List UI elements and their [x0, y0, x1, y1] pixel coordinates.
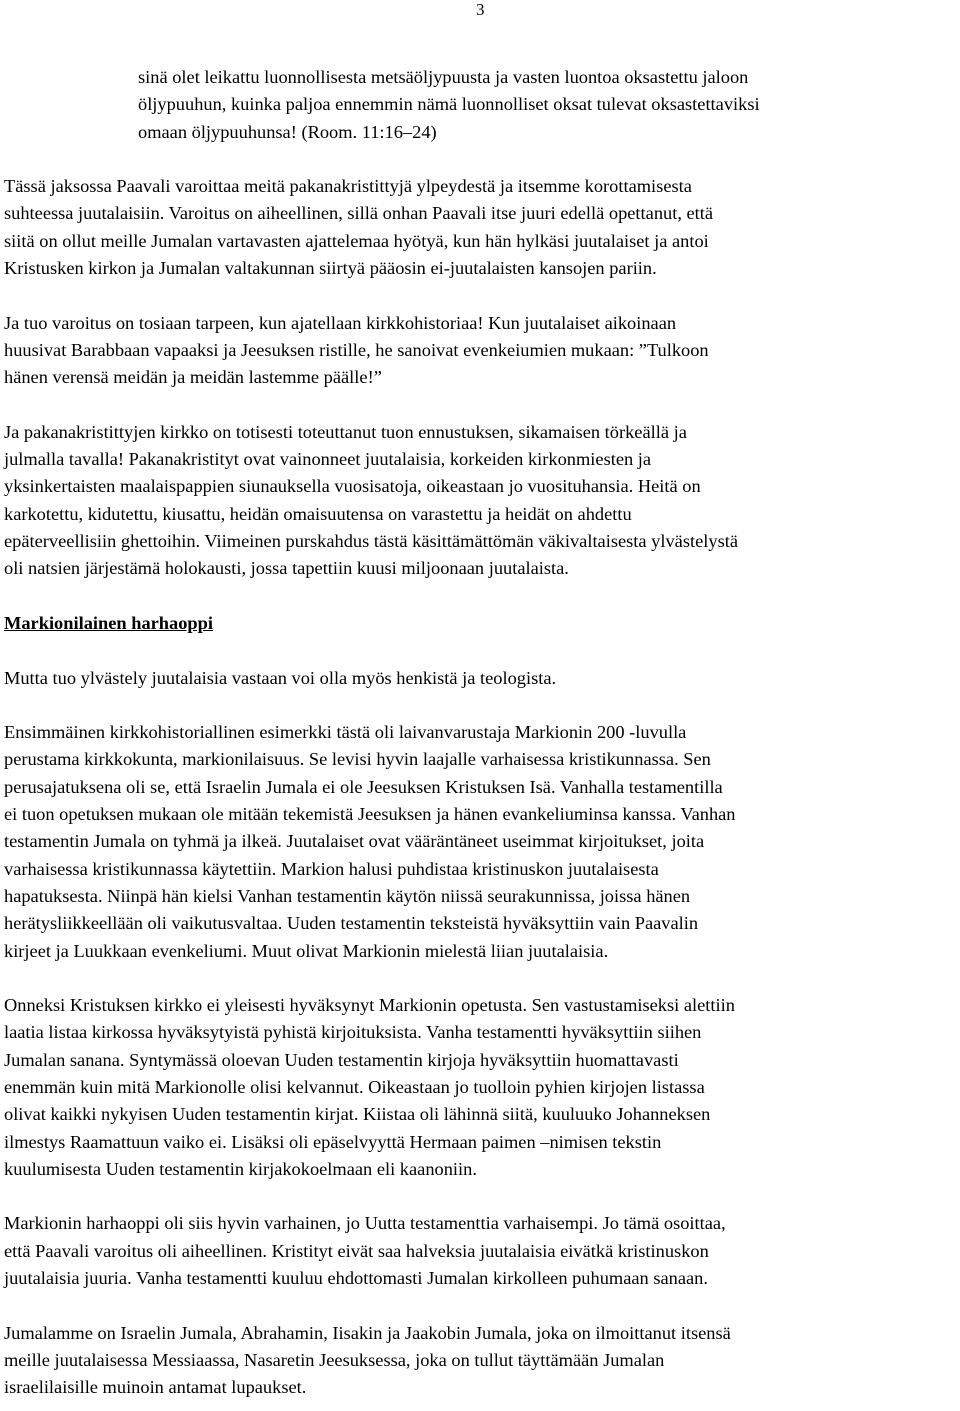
text-line: juutalaisia juuria. Vanha testamentti kuuluu ehdottomasti Jumalan kirkolleen puhumaan sanaan.: [4, 1268, 708, 1289]
text-line: enemmän kuin mitä Markionolle olisi kelvannut. Oikeastaan jo tuolloin pyhien kirjojen listassa: [4, 1076, 705, 1097]
section-heading: Markionilainen harhaoppi: [4, 612, 213, 633]
document-body: [4, 64, 956, 1402]
text-line: israelilaisille muinoin antamat lupaukset.: [4, 1377, 307, 1398]
text-line: olivat kaikki nykyisen Uuden testamentin kirjat. Kiistaa oli lähinnä siitä, kuuluuko Johanneksen: [4, 1104, 711, 1125]
body-paragraph: [4, 1210, 956, 1292]
text-line: Onneksi Kristuksen kirkko ei yleisesti hyväksynyt Markionin opetusta. Sen vastustamiseksi alettiin: [4, 995, 735, 1016]
text-line: Jumalamme on Israelin Jumala, Abrahamin, Iisakin ja Jaakobin Jumala, joka on ilmoittanut itsensä: [4, 1322, 731, 1343]
text-line: siitä on ollut meille Jumalan vartavasten ajattelemaa hyötyä, kun hän hylkäsi juutalaiset ja antoi: [4, 230, 709, 251]
text-line: Markionin harhaoppi oli siis hyvin varhainen, jo Uutta testamenttia varhaisempi. Jo tämä osoittaa,: [4, 1213, 726, 1234]
text-line: että Paavali varoitus oli aiheellinen. Kristityt eivät saa halveksia juutalaisia eivätkä kristinuskon: [4, 1240, 709, 1261]
text-line: testamentin Jumala on tyhmä ja ilkeä. Juutalaiset ovat vääräntäneet useimmat kirjoitukset, joita: [4, 831, 705, 852]
text-line: epäterveellisiin ghettoihin. Viimeinen purskahdus tästä käsittämättömän väkivaltaisesta ylvästelystä: [4, 531, 738, 552]
quote-paragraph: [4, 64, 956, 146]
body-paragraph: [4, 665, 956, 692]
text-line: hapatuksesta. Niinpä hän kielsi Vanhan testamentin käytön niissä seurakunnissa, joissa hänen: [4, 885, 691, 906]
text-line: hänen verensä meidän ja meidän lastemme päälle!”: [4, 367, 382, 388]
text-line: suhteessa juutalaisiin. Varoitus on aiheellinen, sillä onhan Paavali itse juuri edellä opettanut, että: [4, 203, 714, 224]
text-line: huusivat Barabbaan vapaaksi ja Jeesuksen ristille, he sanoivat evenkeiumien mukaan: ”Tulkoon: [4, 339, 709, 360]
text-line: perusajatuksena oli se, että Israelin Jumala ei ole Jeesuksen Kristuksen Isä. Vanhalla testamentilla: [4, 776, 723, 797]
text-line: karkotettu, kidutettu, kiusattu, heidän omaisuutensa on varastettu ja heidät on ahdettu: [4, 503, 632, 524]
text-line: Ja pakanakristittyjen kirkko on totisesti toteuttanut tuon ennustuksen, sikamaisen törkeällä ja: [4, 421, 687, 442]
text-line: kuulumisesta Uuden testamentin kirjakokoelmaan eli kaanoniin.: [4, 1158, 477, 1179]
text-line: perustama kirkkokunta, markionilaisuus. Se levisi hyvin laajalle varhaisessa kristikunnassa. Sen: [4, 749, 711, 770]
body-paragraph: [4, 310, 956, 392]
text-line: oli natsien järjestämä holokausti, jossa tapettiin kuusi miljoonaan juutalaista.: [4, 558, 569, 579]
text-line: julmalla tavalla! Pakanakristityt ovat vainonneet juutalaisia, korkeiden kirkonmiesten ja: [4, 449, 652, 470]
text-line: laatia listaa kirkossa hyväksytyistä pyhistä kirjoituksista. Vanha testamentti hyväksyttiin siihen: [4, 1022, 702, 1043]
text-line: Kristusken kirkon ja Jumalan valtakunnan siirtyä pääosin ei-juutalaisten kansojen pariin.: [4, 258, 657, 279]
text-line: Tässä jaksossa Paavali varoittaa meitä pakanakristittyjä ylpeydestä ja itsemme korottamisesta: [4, 176, 692, 197]
text-line: herätysliikkeellään oli vaikutusvaltaa. Uuden testamentin teksteistä hyväksyttiin vain Paavalin: [4, 913, 699, 934]
body-paragraph: [4, 1320, 956, 1402]
text-line: yksinkertaisten maalaispappien siunauksella vuosisatoja, oikeastaan jo vuosituhansia. Heitä on: [4, 476, 701, 497]
body-paragraph: [4, 173, 956, 282]
body-paragraph: [4, 719, 956, 965]
text-line: Ensimmäinen kirkkohistoriallinen esimerkki tästä oli laivanvarustaja Markionin 200 -luvulla: [4, 722, 687, 743]
text-line: meille juutalaisessa Messiaassa, Nasaretin Jeesuksessa, joka on tullut täyttämään Jumalan: [4, 1349, 665, 1370]
text-line: ilmestys Raamattuun vaiko ei. Lisäksi oli epäselvyyttä Hermaan paimen –nimisen tekstin: [4, 1131, 662, 1152]
body-paragraph: [4, 419, 956, 583]
text-line: Jumalan sanana. Syntymässä oloevan Uuden testamentin kirjoja hyväksyttiin huomattavasti: [4, 1049, 679, 1070]
text-line: ei tuon opetuksen mukaan ole mitään tekemistä Jeesuksen ja hänen evankeliuminsa kanssa. Vanhan: [4, 804, 736, 825]
text-line: sinä olet leikattu luonnollisesta metsäöljypuusta ja vasten luontoa oksastettu jaloon: [138, 67, 749, 87]
body-paragraph: [4, 992, 956, 1183]
text-line: Mutta tuo ylvästely juutalaisia vastaan voi olla myös henkistä ja teologista.: [4, 667, 557, 688]
text-line: Ja tuo varoitus on tosiaan tarpeen, kun ajatellaan kirkkohistoriaa! Kun juutalaiset aikoinaan: [4, 312, 677, 333]
text-line: varhaisessa kristikunnassa käytettiin. Markion halusi puhdistaa kristinuskon juutalaisesta: [4, 858, 659, 879]
text-line: öljypuuhun, kuinka paljoa ennemmin nämä luonnolliset oksat tulevat oksastettaviksi: [138, 94, 760, 115]
text-line: omaan öljypuuhunsa! (Room. 11:16–24): [138, 121, 437, 142]
page-number: 3: [476, 0, 485, 19]
text-line: kirjeet ja Luukkaan evenkeliumi. Muut olivat Markionin mielestä liian juutalaisia.: [4, 940, 609, 961]
